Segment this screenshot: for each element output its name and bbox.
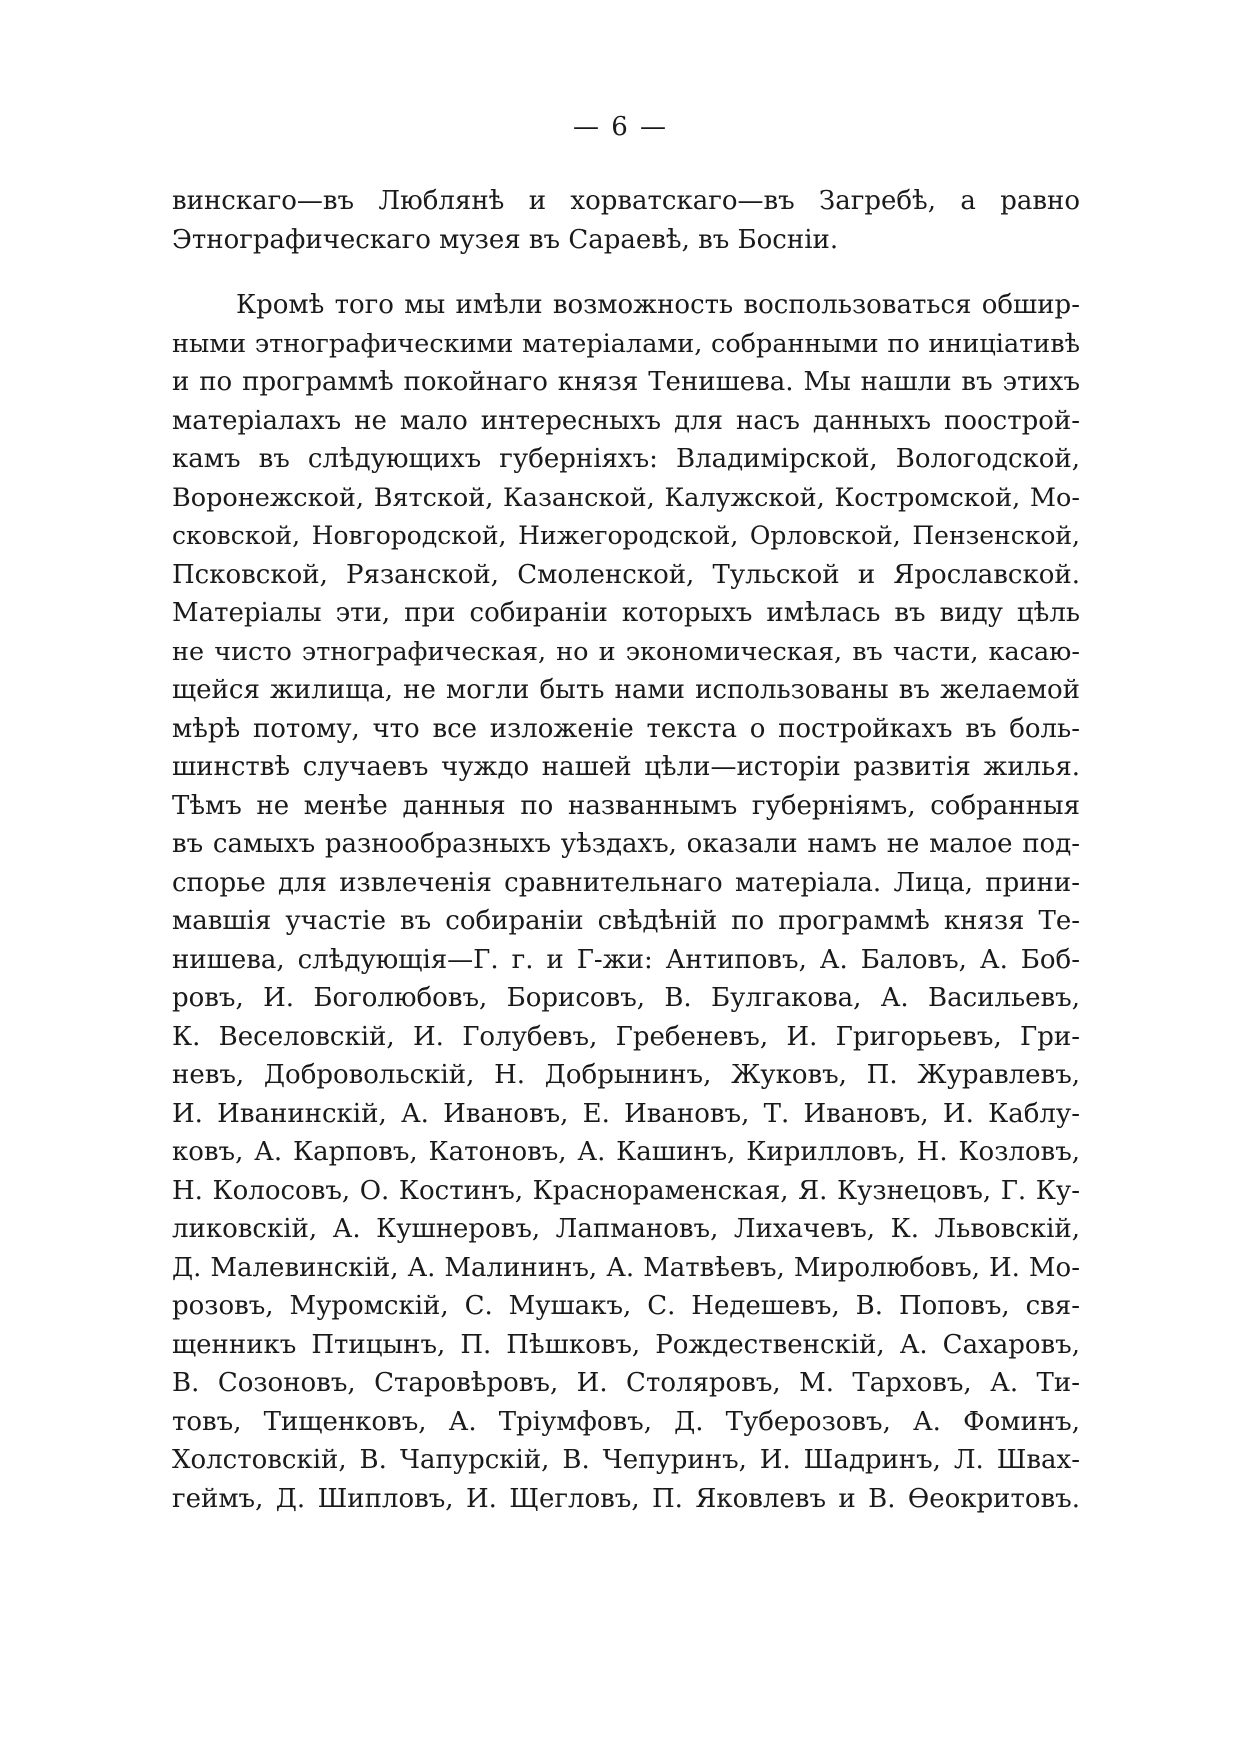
text-line: сковской, Новгородской, Нижегородской, Орловской, Пензенской, <box>172 521 1080 550</box>
paragraph-2 <box>172 286 1080 1518</box>
text-line: розовъ, Муромскій, С. Мушакъ, С. Недешевъ, В. Поповъ, свя- <box>172 1291 1080 1321</box>
text-line: щенникъ Птицынъ, П. Пѣшковъ, Рождественскій, А. Сахаровъ, <box>172 1329 1080 1360</box>
text-line: невъ, Добровольскій, Н. Добрынинъ, Жуковъ, П. Журавлевъ, <box>172 1060 1080 1090</box>
text-line: Матеріалы эти, при собираніи которыхъ имѣлась въ виду цѣль <box>172 598 1080 628</box>
text-line: И. Иванинскій, А. Ивановъ, Е. Ивановъ, Т. Ивановъ, И. Каблу- <box>172 1098 1080 1129</box>
text-line: Псковской, Рязанской, Смоленской, Тульской и Ярославской. <box>172 559 1080 590</box>
text-line: геймъ, Д. Шипловъ, И. Щегловъ, П. Яковлевъ и В. Ѳеокритовъ. <box>172 1483 1080 1514</box>
text-line: нишева, слѣдующія—Г. г. и Г-жи: Антиповъ, А. Баловъ, А. Боб- <box>172 944 1080 975</box>
text-line: мавшія участіе въ собираніи свѣдѣній по программѣ князя Те- <box>172 906 1080 936</box>
text-line: шинствѣ случаевъ чуждо нашей цѣли—исторіи развитія жилья. <box>172 752 1080 782</box>
text-line: Кромѣ того мы имѣли возможность воспользоваться обшир- <box>236 290 1080 320</box>
text-line: мѣрѣ потому, что все изложеніе текста о постройкахъ въ боль- <box>172 713 1080 744</box>
text-line: въ самыхъ разнообразныхъ уѣздахъ, оказали намъ не малое под- <box>172 829 1080 859</box>
text-line: товъ, Тищенковъ, А. Тріумфовъ, Д. Туберозовъ, А. Фоминъ, <box>172 1406 1080 1437</box>
text-line: Этнографическаго музея въ Сараевѣ, въ Босніи. <box>172 224 839 255</box>
text-line: Д. Малевинскій, А. Малининъ, А. Матвѣевъ, Миролюбовъ, И. Мо- <box>172 1252 1080 1283</box>
text-line: щейся жилища, не могли быть нами использованы въ желаемой <box>172 675 1080 705</box>
text-line: ликовскій, А. Кушнеровъ, Лапмановъ, Лихачевъ, К. Львовскій, <box>172 1214 1080 1244</box>
text-line: матеріалахъ не мало интересныхъ для насъ данныхъ поострой- <box>172 405 1080 436</box>
page-number: — 6 — <box>572 112 669 142</box>
text-line: Н. Колосовъ, О. Костинъ, Краснораменская, Я. Кузнецовъ, Г. Ку- <box>172 1175 1080 1206</box>
text-line: не чисто этнографическая, но и экономическая, въ части, касаю- <box>172 636 1080 667</box>
text-line: камъ въ слѣдующихъ губерніяхъ: Владимірской, Вологодской, <box>172 444 1080 474</box>
text-line: ковъ, А. Карповъ, Катоновъ, А. Кашинъ, Кирилловъ, Н. Козловъ, <box>172 1137 1080 1167</box>
text-line: Холстовскій, В. Чапурскій, В. Чепуринъ, И. Шадринъ, Л. Швах- <box>172 1445 1080 1475</box>
text-line: Тѣмъ не менѣе данныя по названнымъ губерніямъ, собранныя <box>172 790 1080 821</box>
text-line: спорье для извлеченія сравнительнаго матеріала. Лица, прини- <box>172 867 1080 898</box>
text-line: К. Веселовскій, И. Голубевъ, Гребеневъ, И. Григорьевъ, Гри- <box>172 1021 1080 1052</box>
text-line: ровъ, И. Боголюбовъ, Борисовъ, В. Булгакова, А. Васильевъ, <box>172 983 1080 1013</box>
text-line: Воронежской, Вятской, Казанской, Калужской, Костромской, Мо- <box>172 482 1080 513</box>
text-line: В. Созоновъ, Старовѣровъ, И. Столяровъ, М. Тарховъ, А. Ти- <box>172 1368 1080 1398</box>
text-line: винскаго—въ Люблянѣ и хорватскаго—въ Загребѣ, а равно <box>172 186 1080 216</box>
paragraph-1 <box>172 182 1080 259</box>
text-line: ными этнографическими матеріалами, собранными по иниціативѣ <box>172 328 1080 359</box>
text-line: и по программѣ покойнаго князя Тенишева. Мы нашли въ этихъ <box>172 367 1080 397</box>
